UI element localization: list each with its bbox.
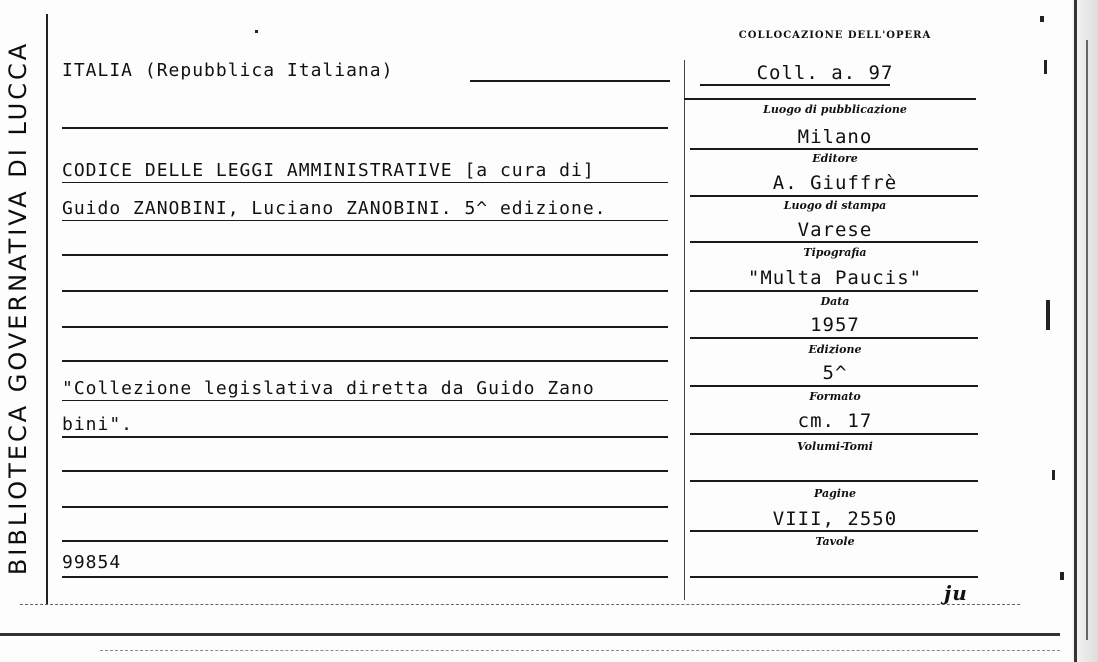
rule (62, 470, 668, 472)
rule (690, 241, 978, 243)
field-value-publisher: A. Giuffrè (772, 172, 898, 194)
left-border-line (46, 14, 48, 604)
field-label-plates: Tavole (815, 535, 855, 548)
scan-speck (1044, 60, 1047, 74)
field-label-publisher: Editore (812, 152, 858, 165)
rule (62, 576, 668, 578)
shelfmark-label: COLLOCAZIONE DELL'OPERA (738, 30, 932, 41)
rule (690, 195, 978, 197)
series-line-2: bini". (62, 414, 134, 435)
column-divider (684, 60, 685, 600)
bottom-rule (100, 650, 1060, 651)
rule (690, 148, 978, 150)
inventory-number: 99854 (62, 552, 122, 573)
scan-speck (255, 30, 258, 33)
rule (62, 127, 668, 129)
library-name: BIBLIOTECA GOVERNATIVA DI LUCCA (4, 40, 32, 576)
rule (700, 84, 890, 86)
rule (690, 290, 978, 292)
rule (62, 326, 668, 328)
rule (690, 433, 978, 435)
rule (470, 80, 670, 82)
field-label-date: Data (820, 295, 850, 308)
field-value-place-of-publication: Milano (797, 126, 873, 148)
rule (62, 506, 668, 508)
field-value-place-of-printing: Varese (797, 219, 873, 241)
rule (62, 540, 668, 542)
scan-speck (1052, 470, 1055, 480)
rule (62, 290, 668, 292)
field-label-printer: Tipografia (803, 246, 867, 259)
scan-speck (1040, 16, 1044, 22)
rule (690, 576, 978, 578)
rule (62, 220, 668, 221)
header-author: ITALIA (Repubblica Italiana) (62, 60, 394, 81)
rule (62, 254, 668, 256)
title-line-1: CODICE DELLE LEGGI AMMINISTRATIVE [a cura di] (62, 160, 595, 181)
field-label-volumes: Volumi-Tomi (797, 440, 873, 453)
bottom-rule (20, 604, 1020, 605)
rule (62, 436, 668, 438)
field-label-format: Formato (809, 390, 861, 403)
card-edge-line (1074, 0, 1077, 662)
rule (62, 360, 668, 362)
rule (62, 182, 668, 183)
rule (62, 400, 668, 401)
card-edge-line (1086, 40, 1088, 640)
rule (690, 337, 978, 339)
title-line-2: Guido ZANOBINI, Luciano ZANOBINI. 5^ edizione. (62, 198, 607, 219)
cataloguer-mark: ju (944, 581, 968, 605)
scan-speck (1046, 300, 1050, 330)
shelfmark: Coll. a. 97 (756, 62, 894, 84)
field-label-place-of-publication: Luogo di pubblicazione (763, 103, 907, 116)
field-value-date: 1957 (810, 314, 860, 336)
field-value-format: cm. 17 (797, 410, 873, 432)
rule (684, 98, 976, 100)
rule (690, 530, 978, 532)
field-value-edition: 5^ (822, 362, 848, 384)
field-value-pages: VIII, 2550 (772, 508, 898, 530)
scan-speck (1060, 572, 1064, 580)
rule (690, 385, 978, 387)
field-label-pages: Pagine (814, 487, 856, 500)
bottom-rule (0, 633, 1060, 636)
field-label-edition: Edizione (808, 343, 862, 356)
rule (690, 480, 978, 482)
field-label-place-of-printing: Luogo di stampa (783, 199, 887, 212)
field-value-printer: "Multa Paucis" (747, 267, 923, 289)
series-line-1: "Collezione legislativa diretta da Guido Zano (62, 378, 595, 399)
